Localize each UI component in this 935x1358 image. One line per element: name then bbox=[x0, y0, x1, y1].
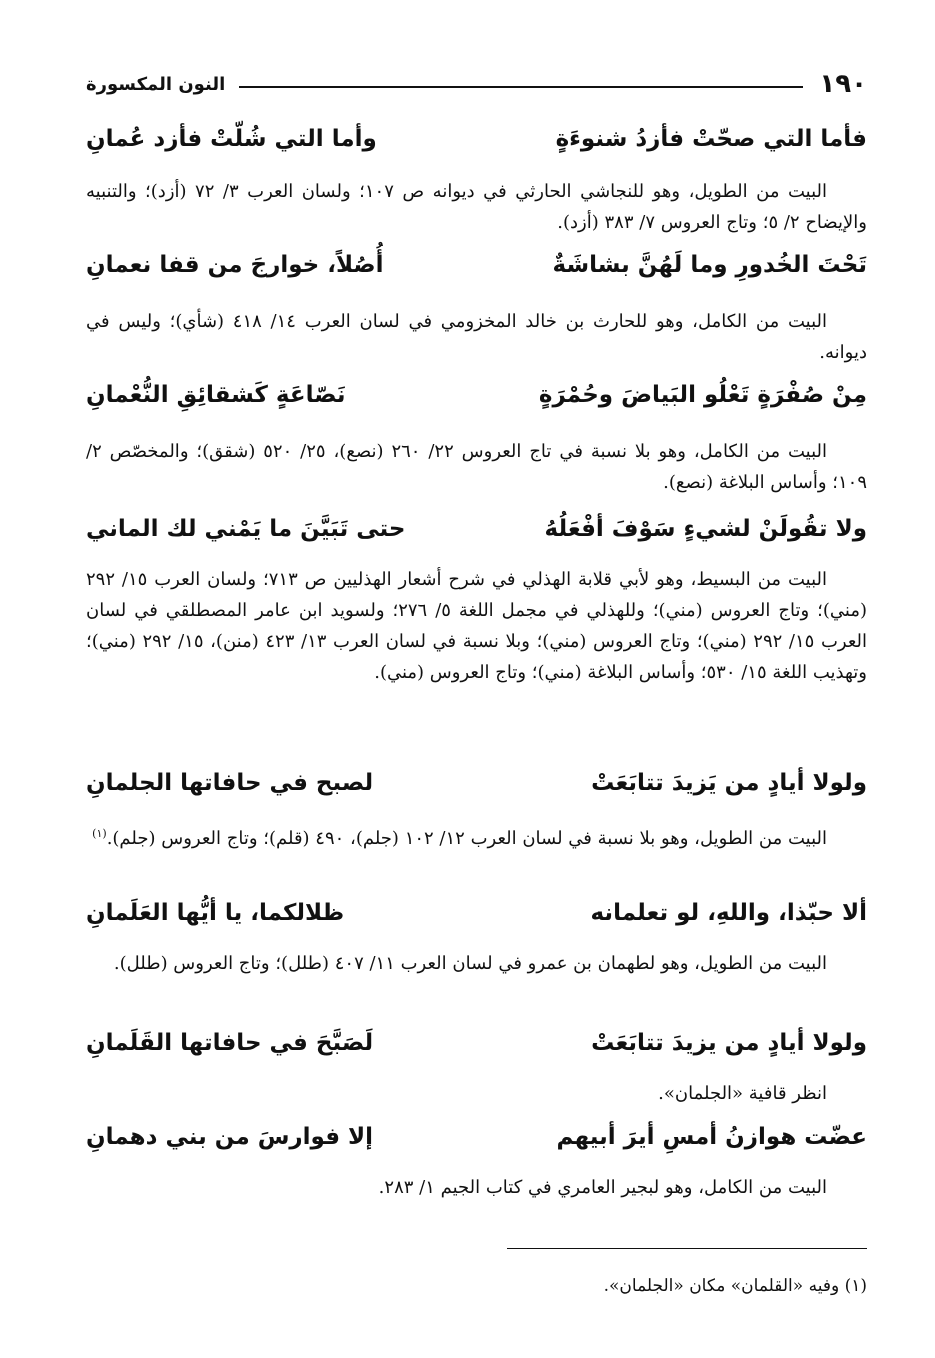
verse-first-hemistich: ولا تقُولَنْ لشيءٍ سَوْفَ أفْعَلُهُ bbox=[544, 516, 867, 542]
verse-line bbox=[86, 126, 867, 170]
footnote-reference: (١) bbox=[92, 827, 107, 840]
verse-note: انظر قافية «الجلمان». bbox=[658, 1083, 827, 1104]
page-number: ١٩٠ bbox=[819, 69, 867, 99]
verse-first-hemistich: فأما التي صحّتْ فأزدُ شنوءَةٍ bbox=[555, 126, 867, 152]
verse-note bbox=[86, 818, 867, 854]
verse-note: البيت من الطويل، وهو لطهمان بن عمرو في لسان العرب ١١/ ٤٠٧ (طلل)؛ وتاج العروس (طلل). bbox=[113, 953, 827, 974]
verse-first-hemistich: مِنْ صُفْرَةٍ تَعْلُو البَياضَ وحُمْرَةٍ bbox=[538, 382, 867, 408]
verse-line bbox=[86, 516, 867, 560]
verse-second-hemistich: إلا فوارسَ من بني دهمانِ bbox=[86, 1124, 374, 1150]
verse-first-hemistich: عضّت هوازنُ أمسِ أيرَ أبيهم bbox=[556, 1124, 867, 1150]
footnote-rule bbox=[507, 1248, 867, 1249]
verse-line bbox=[86, 252, 867, 296]
verse-first-hemistich: تَحْتَ الخُدورِ وما لَهُنَّ بشاشَةٌ bbox=[552, 252, 867, 278]
verse-second-hemistich: نَصّاعَةٍ كَشقائِقِ النُّعْمانِ bbox=[86, 382, 346, 408]
verse-first-hemistich: ولولا أيادٍ من يزيدَ تتابَعَتْ bbox=[591, 1030, 867, 1056]
verse-second-hemistich: وأما التي شُلّتْ فأزد عُمانِ bbox=[86, 126, 377, 152]
verse-second-hemistich: لصبح في حافاتها الجلمانِ bbox=[86, 770, 374, 796]
verse-line bbox=[86, 1030, 867, 1074]
page-header bbox=[86, 64, 867, 104]
verse-note: البيت من الكامل، وهو بلا نسبة في تاج العروس ٢٢/ ٢٦٠ (نصع)، ٢٥/ ٥٢٠ (شقق)؛ والمخصّص ٢/ ١٠٩؛ وأساس البلاغة (نصع). bbox=[86, 441, 867, 493]
verse-note: البيت من البسيط، وهو لأبي قلابة الهذلي في شرح أشعار الهذليين ص ٧١٣؛ ولسان العرب ١٥/ ٢٩٢ (مني)؛ وتاج العروس (مني)؛ وللهذلي في مجمل اللغة ٥/ ٢٧٦؛ ولسويد ابن عامر المصطلقي في لسان العرب ١٥/ ٢٩٢ (مني)؛ وتاج العروس (مني)؛ وبلا نسبة في لسان العرب ١٣/ ٤٢٣ (منن)، ١٥/ ٢٩٢ (مني)؛ وتهذيب اللغة ١٥/ ٥٣٠؛ وأساس البلاغة (مني)؛ وتاج العروس (مني). bbox=[86, 569, 868, 683]
verse-note: البيت من الكامل، وهو لبجير العامري في كتاب الجيم ١/ ٢٨٣. bbox=[378, 1177, 827, 1198]
verse-note: البيت من الكامل، وهو للحارث بن خالد المخزومي في لسان العرب ١٤/ ٤١٨ (شأي)؛ وليس في ديوانه. bbox=[86, 311, 867, 363]
verse-second-hemistich: لَصَبَّحَ في حافاتها القَلَمانِ bbox=[86, 1030, 374, 1056]
verse-line bbox=[86, 770, 867, 814]
verse-second-hemistich: أُصُلاً، خوارجَ من قفا نعمانِ bbox=[86, 252, 384, 278]
verse-second-hemistich: حتى تَبَيَّنَ ما يَمْني لك الماني bbox=[86, 516, 406, 542]
verse-note: البيت من الطويل، وهو للنجاشي الحارثي في ديوانه ص ١٠٧؛ ولسان العرب ٣/ ٧٢ (أزد)؛ والتنبيه والإيضاح ٢/ ٥؛ وتاج العروس ٧/ ٣٨٣ (أزد). bbox=[86, 181, 867, 233]
header-rule bbox=[239, 86, 803, 88]
footnote: (١) وفيه «القلمان» مكان «الجلمان». bbox=[603, 1276, 867, 1296]
verse-note-text: البيت من الطويل، وهو بلا نسبة في لسان العرب ١٢/ ١٠٢ (جلم)، ٤٩٠ (قلم)؛ وتاج العروس (جلم). bbox=[106, 828, 827, 849]
verse-first-hemistich: ولولا أيادٍ من يَزيدَ تتابَعَتْ bbox=[591, 770, 867, 796]
section-title: النون المكسورة bbox=[86, 73, 226, 95]
verse-first-hemistich: ألا حبّذا، واللهِ، لو تعلمانه bbox=[590, 900, 867, 926]
verse-line bbox=[86, 382, 867, 426]
verse-second-hemistich: ظلالكما، يا أيُّها العَلَمانِ bbox=[86, 900, 345, 926]
verse-line bbox=[86, 1124, 867, 1168]
verse-line bbox=[86, 900, 867, 944]
